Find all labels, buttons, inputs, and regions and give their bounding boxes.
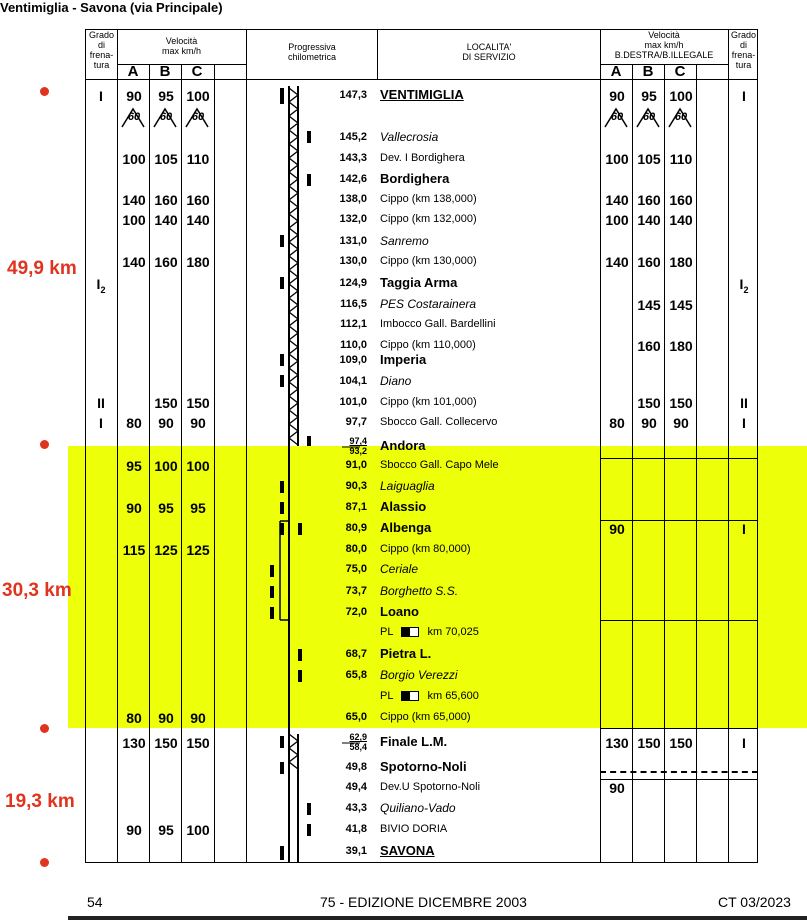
velocita-header-right: Velocità max km/h B.DESTRA/B.ILLEGALE bbox=[614, 30, 714, 60]
km-value: 49,8 bbox=[345, 761, 367, 773]
speed-left: 180 bbox=[186, 254, 210, 270]
speed-right: 140 bbox=[605, 192, 629, 208]
location-name: Cippo (km 65,000) bbox=[380, 711, 471, 723]
signal-mark bbox=[280, 762, 284, 774]
signal-mark bbox=[307, 131, 311, 143]
speed-left: 150 bbox=[186, 735, 210, 751]
speed-left: 125 bbox=[186, 542, 210, 558]
speed-left: 115 bbox=[122, 542, 146, 558]
segment-marker bbox=[40, 440, 49, 449]
location-name: Dev.U Spotorno-Noli bbox=[380, 781, 481, 793]
km-value: 104,1 bbox=[339, 375, 367, 387]
signal-mark bbox=[280, 375, 284, 387]
speed-left: 100 bbox=[154, 458, 178, 474]
grade-right: I bbox=[742, 88, 746, 104]
speed-right: 160 bbox=[637, 254, 661, 270]
signal-mark bbox=[270, 586, 274, 598]
speed-right: 140 bbox=[605, 254, 629, 270]
km-value: 43,3 bbox=[345, 802, 367, 814]
signal-mark bbox=[280, 88, 284, 104]
page-number: 54 bbox=[87, 894, 103, 910]
speed-left: 95 bbox=[190, 500, 206, 516]
speed-left: 150 bbox=[154, 735, 178, 751]
tunnel-zigzag bbox=[289, 88, 298, 445]
location-name: Cippo (km 101,000) bbox=[380, 396, 477, 408]
signal-mark bbox=[298, 649, 302, 661]
signal-mark bbox=[280, 736, 284, 748]
location-name: Ceriale bbox=[380, 562, 419, 576]
segment-label-1: 49,9 km bbox=[7, 258, 77, 279]
speed-right: 150 bbox=[669, 735, 693, 751]
signal-mark bbox=[280, 277, 284, 289]
speed-right: 160 bbox=[669, 192, 693, 208]
location-name: Vallecrosia bbox=[380, 130, 439, 144]
grado-header-right: Grado di frena- tura bbox=[730, 30, 756, 70]
speed-reduced-left: 60 bbox=[127, 111, 141, 123]
speed-right: 145 bbox=[669, 297, 693, 313]
speed-left: 95 bbox=[158, 822, 174, 838]
speed-right: 90 bbox=[609, 780, 625, 796]
signal-mark bbox=[280, 481, 284, 493]
km-value: 65,8 bbox=[345, 669, 367, 681]
km-value: 58,4 bbox=[349, 742, 367, 752]
location-name: Alassio bbox=[380, 499, 427, 514]
speed-left: 150 bbox=[154, 395, 178, 411]
col-b-left: B bbox=[159, 63, 171, 80]
location-name: Cippo (km 80,000) bbox=[380, 543, 471, 555]
speed-right: 130 bbox=[605, 735, 629, 751]
speed-right: 150 bbox=[637, 735, 661, 751]
signal-mark bbox=[270, 565, 274, 577]
km-value: 93,2 bbox=[349, 446, 367, 456]
location-name: Albenga bbox=[380, 520, 432, 535]
location-name: SAVONA bbox=[380, 843, 435, 858]
speed-left: 90 bbox=[158, 415, 174, 431]
bottom-rule bbox=[68, 916, 807, 920]
document-code: CT 03/2023 bbox=[718, 894, 791, 910]
speed-reduced-right: 60 bbox=[642, 111, 656, 123]
km-value: 75,0 bbox=[345, 563, 367, 575]
grade-left: I bbox=[99, 415, 103, 431]
km-value: 68,7 bbox=[345, 648, 367, 660]
pl-km: km 65,600 bbox=[427, 690, 479, 702]
signal-mark bbox=[280, 523, 284, 535]
speed-left: 90 bbox=[126, 822, 142, 838]
grade-right: $I_2$ bbox=[739, 276, 749, 295]
location-name: Loano bbox=[380, 604, 419, 619]
location-name: Bordighera bbox=[380, 171, 450, 186]
pl-label: PL bbox=[380, 626, 394, 638]
location-name: Borghetto S.S. bbox=[380, 584, 459, 598]
col-b-right: B bbox=[642, 63, 654, 80]
km-value: 91,0 bbox=[345, 459, 367, 471]
signal-mark bbox=[298, 523, 302, 535]
edition-label: 75 - EDIZIONE DICEMBRE 2003 bbox=[320, 894, 527, 910]
location-name: Borgio Verezzi bbox=[380, 668, 458, 682]
speed-right: 100 bbox=[605, 212, 629, 228]
speed-right: 160 bbox=[637, 192, 661, 208]
segment-marker bbox=[40, 858, 49, 867]
pl-label: PL bbox=[380, 690, 394, 702]
pl-km: km 70,025 bbox=[427, 626, 479, 638]
reduced-speed-chevron bbox=[154, 109, 176, 127]
km-value: 87,1 bbox=[345, 501, 367, 513]
km-value: 101,0 bbox=[339, 396, 367, 408]
speed-left: 150 bbox=[186, 395, 210, 411]
speed-reduced-left: 60 bbox=[159, 111, 173, 123]
km-value: 142,6 bbox=[339, 173, 367, 185]
location-name: Cippo (km 132,000) bbox=[380, 213, 477, 225]
location-name: PES Costarainera bbox=[380, 297, 477, 311]
grade-left: II bbox=[97, 395, 105, 411]
speed-left: 95 bbox=[158, 88, 174, 104]
speed-right: 100 bbox=[669, 88, 693, 104]
speed-left: 140 bbox=[186, 212, 210, 228]
speed-right: 140 bbox=[637, 212, 661, 228]
speed-right: 180 bbox=[669, 338, 693, 354]
speed-left: 90 bbox=[190, 415, 206, 431]
speed-left: 140 bbox=[122, 192, 146, 208]
speed-reduced-right: 60 bbox=[674, 111, 688, 123]
km-value: 132,0 bbox=[339, 213, 367, 225]
speed-reduced-left: 60 bbox=[191, 111, 205, 123]
speed-left: 100 bbox=[122, 151, 146, 167]
location-name: Imperia bbox=[380, 352, 427, 367]
km-value: 143,3 bbox=[339, 152, 367, 164]
signal-mark bbox=[307, 803, 311, 815]
reduced-speed-chevron bbox=[605, 109, 627, 127]
reduced-speed-chevron bbox=[122, 109, 144, 127]
location-name: Cippo (km 110,000) bbox=[380, 339, 476, 351]
speed-right: 160 bbox=[637, 338, 661, 354]
speed-right: 90 bbox=[609, 521, 625, 537]
speed-right: 150 bbox=[669, 395, 693, 411]
grado-header-left: Grado di frena- tura bbox=[88, 30, 114, 70]
segment-label-2: 30,3 km bbox=[2, 580, 72, 601]
speed-left: 90 bbox=[190, 710, 206, 726]
km-value: 80,9 bbox=[345, 522, 367, 534]
signal-mark bbox=[280, 235, 284, 247]
km-value: 145,2 bbox=[339, 131, 367, 143]
km-value: 49,4 bbox=[345, 781, 367, 793]
velocita-header-left: Velocità max km/h bbox=[161, 36, 201, 56]
location-name: Sbocco Gall. Capo Mele bbox=[380, 459, 499, 471]
speed-left: 100 bbox=[186, 88, 210, 104]
km-value: 112,1 bbox=[340, 318, 367, 330]
grade-left: $I_2$ bbox=[96, 276, 106, 295]
speed-right: 180 bbox=[669, 254, 693, 270]
col-c-right: C bbox=[674, 63, 686, 80]
col-a-left: A bbox=[127, 63, 139, 80]
location-name: Spotorno-Noli bbox=[380, 759, 467, 774]
km-value: 124,9 bbox=[339, 277, 367, 289]
speed-left: 80 bbox=[126, 710, 142, 726]
segment-label-3: 19,3 km bbox=[5, 791, 75, 812]
signal-mark bbox=[298, 670, 302, 682]
location-name: Diano bbox=[380, 374, 412, 388]
speed-right: 105 bbox=[637, 151, 661, 167]
km-value: 97,7 bbox=[345, 416, 367, 428]
col-c-left: C bbox=[191, 63, 203, 80]
grade-right: I bbox=[742, 735, 746, 751]
km-value: 131,0 bbox=[339, 235, 367, 247]
tunnel-zigzag bbox=[289, 734, 298, 769]
speed-left: 90 bbox=[126, 500, 142, 516]
km-value: 130,0 bbox=[339, 255, 367, 267]
km-value: 73,7 bbox=[345, 585, 367, 597]
location-name: Sanremo bbox=[380, 234, 429, 248]
localita-header: LOCALITA' DI SERVIZIO bbox=[462, 42, 516, 62]
speed-left: 90 bbox=[126, 88, 142, 104]
speed-right: 110 bbox=[669, 151, 693, 167]
speed-reduced-right: 60 bbox=[610, 111, 624, 123]
signal-mark bbox=[280, 502, 284, 514]
speed-right: 145 bbox=[637, 297, 661, 313]
location-name: Pietra L. bbox=[380, 646, 432, 661]
km-value: 39,1 bbox=[345, 845, 367, 857]
km-value: 116,5 bbox=[340, 298, 367, 310]
location-name: Dev. I Bordighera bbox=[380, 152, 465, 164]
speed-right: 90 bbox=[641, 415, 657, 431]
segment-marker bbox=[40, 87, 49, 96]
signal-mark bbox=[280, 354, 284, 366]
speed-left: 160 bbox=[154, 192, 178, 208]
speed-right: 95 bbox=[641, 88, 657, 104]
segment-marker bbox=[40, 724, 49, 733]
km-value: 109,0 bbox=[339, 354, 367, 366]
speed-left: 100 bbox=[186, 458, 210, 474]
speed-left: 110 bbox=[186, 151, 210, 167]
location-name: Sbocco Gall. Collecervo bbox=[380, 416, 498, 428]
km-value: 65,0 bbox=[345, 711, 367, 723]
speed-left: 130 bbox=[122, 735, 146, 751]
speed-left: 160 bbox=[154, 254, 178, 270]
speed-right: 100 bbox=[605, 151, 629, 167]
location-name: Andora bbox=[380, 438, 426, 453]
grade-right: I bbox=[742, 521, 746, 537]
location-name: VENTIMIGLIA bbox=[380, 87, 464, 102]
reduced-speed-chevron bbox=[669, 109, 691, 127]
km-value: 147,3 bbox=[339, 89, 367, 101]
speed-left: 125 bbox=[154, 542, 178, 558]
speed-left: 100 bbox=[122, 212, 146, 228]
speed-right: 80 bbox=[609, 415, 625, 431]
signal-mark bbox=[270, 607, 274, 619]
grade-right: I bbox=[742, 415, 746, 431]
location-name: Finale L.M. bbox=[380, 734, 448, 749]
location-name: Quiliano-Vado bbox=[380, 801, 456, 815]
km-value: 138,0 bbox=[339, 193, 367, 205]
signal-mark bbox=[307, 824, 311, 836]
reduced-speed-chevron bbox=[637, 109, 659, 127]
km-value: 62,9 bbox=[349, 732, 367, 742]
page-title: Ventimiglia - Savona (via Principale) bbox=[0, 0, 223, 15]
reduced-speed-chevron bbox=[186, 109, 208, 127]
km-value: 90,3 bbox=[345, 480, 367, 492]
speed-left: 140 bbox=[122, 254, 146, 270]
speed-right: 90 bbox=[673, 415, 689, 431]
speed-left: 100 bbox=[186, 822, 210, 838]
km-value: 80,0 bbox=[345, 543, 367, 555]
signal-mark bbox=[307, 174, 311, 186]
location-name: BIVIO DORIA bbox=[380, 823, 448, 835]
km-value: 41,8 bbox=[345, 823, 367, 835]
col-a-right: A bbox=[610, 63, 622, 80]
speed-right: 140 bbox=[669, 212, 693, 228]
grade-left: I bbox=[99, 88, 103, 104]
signal-mark bbox=[280, 846, 284, 860]
km-value: 110,0 bbox=[340, 339, 367, 351]
speed-right: 150 bbox=[637, 395, 661, 411]
speed-left: 95 bbox=[126, 458, 142, 474]
speed-right: 90 bbox=[609, 88, 625, 104]
speed-left: 80 bbox=[126, 415, 142, 431]
grade-right: II bbox=[740, 395, 748, 411]
location-name: Taggia Arma bbox=[380, 275, 458, 290]
speed-left: 105 bbox=[154, 151, 178, 167]
location-name: Imbocco Gall. Bardellini bbox=[380, 318, 496, 330]
progressiva-header: Progressiva chilometrica bbox=[287, 42, 336, 62]
location-name: Laiguaglia bbox=[380, 479, 435, 493]
location-name: Cippo (km 130,000) bbox=[380, 255, 477, 267]
speed-left: 95 bbox=[158, 500, 174, 516]
signal-mark bbox=[307, 436, 311, 446]
km-value: 97,4 bbox=[349, 436, 367, 446]
km-value: 72,0 bbox=[345, 606, 367, 618]
speed-left: 160 bbox=[186, 192, 210, 208]
speed-left: 140 bbox=[154, 212, 178, 228]
speed-left: 90 bbox=[158, 710, 174, 726]
location-name: Cippo (km 138,000) bbox=[380, 193, 477, 205]
